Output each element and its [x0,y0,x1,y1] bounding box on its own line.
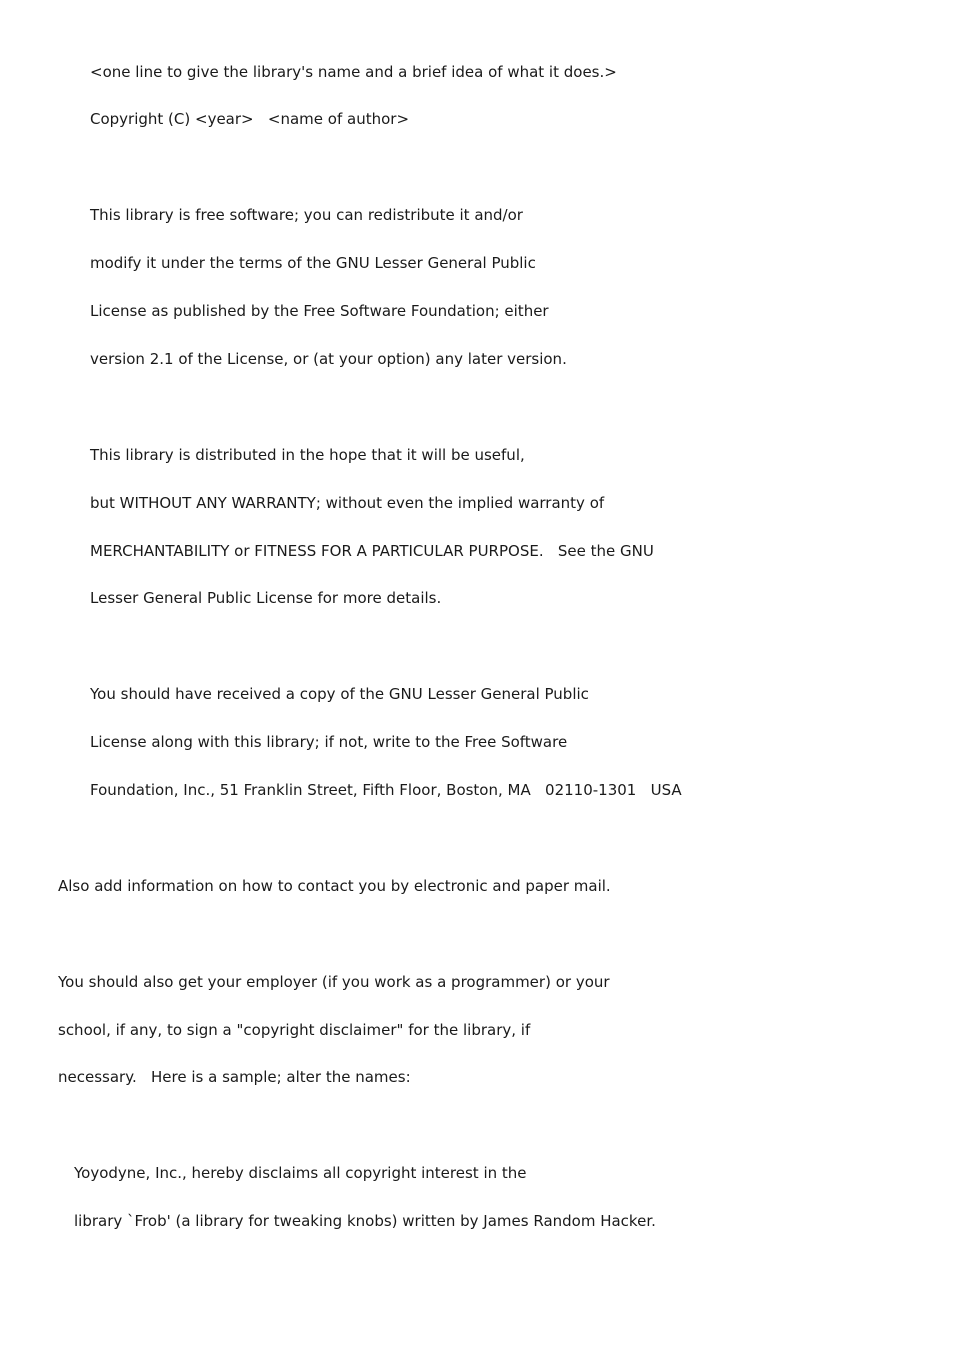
received-copy-line: License along with this library; if not, write to the Free Software [90,733,568,751]
employer-line: necessary. Here is a sample; alter the names: [58,1068,411,1086]
copyright-line: Copyright (C) <year> <name of author> [90,110,410,128]
sample-disclaimer-line: library `Frob' (a library for tweaking knobs) written by James Random Hacker. [74,1212,656,1230]
free-software-line: This library is free software; you can redistribute it and/or [90,206,523,224]
warranty-line: but WITHOUT ANY WARRANTY; without even the implied warranty of [90,494,605,512]
employer-line: You should also get your employer (if you work as a programmer) or your [58,973,610,991]
library-name-line: <one line to give the library's name and a brief idea of what it does.> [90,63,617,81]
contact-info-line: Also add information on how to contact you by electronic and paper mail. [58,877,611,895]
warranty-line: MERCHANTABILITY or FITNESS FOR A PARTICULAR PURPOSE. See the GNU [90,542,654,560]
received-copy-line: You should have received a copy of the GNU Lesser General Public [90,685,589,703]
warranty-line: Lesser General Public License for more details. [90,589,442,607]
free-software-line: version 2.1 of the License, or (at your option) any later version. [90,350,567,368]
received-copy-line: Foundation, Inc., 51 Franklin Street, Fifth Floor, Boston, MA 02110-1301 USA [90,781,682,799]
free-software-line: License as published by the Free Software Foundation; either [90,302,549,320]
employer-line: school, if any, to sign a "copyright disclaimer" for the library, if [58,1021,531,1039]
sample-disclaimer-line: Yoyodyne, Inc., hereby disclaims all copyright interest in the [74,1164,527,1182]
free-software-line: modify it under the terms of the GNU Lesser General Public [90,254,536,272]
warranty-line: This library is distributed in the hope that it will be useful, [90,446,525,464]
